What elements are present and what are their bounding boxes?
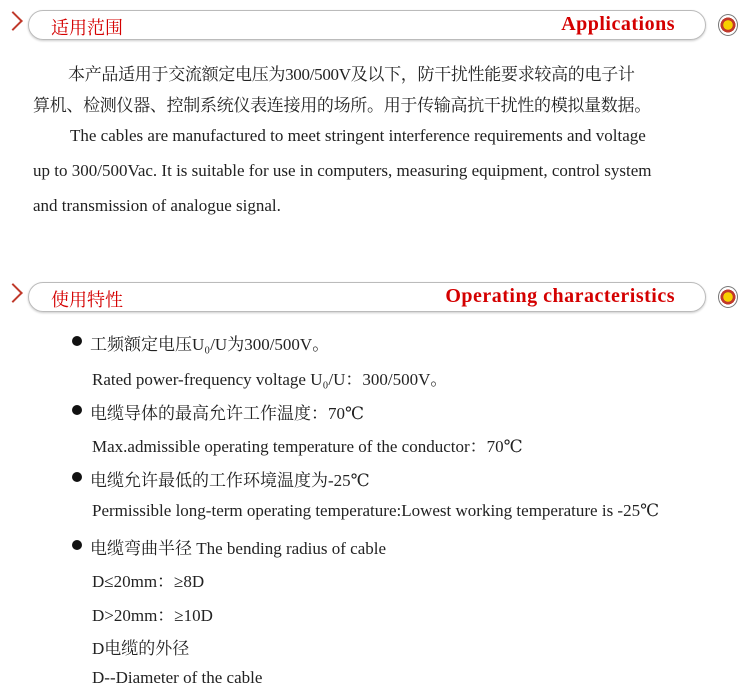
item-main: 电缆导体的最高允许工作温度：70℃ <box>90 404 365 423</box>
badge-icon <box>718 14 738 36</box>
chevron-right-icon <box>3 283 23 303</box>
section-title-cn: 适用范围 <box>51 18 123 39</box>
chevron-right-icon <box>3 11 23 31</box>
section-title-cn: 使用特性 <box>51 290 123 311</box>
section-title-en: Applications <box>561 13 675 35</box>
item-sub: Permissible long-term operating temperature:Lowest working temperature is -25℃ <box>92 501 660 520</box>
para-en-line: up to 300/500Vac. It is suitable for use in computers, measuring equipment, control system <box>33 161 652 180</box>
applications-header <box>0 6 750 46</box>
header-pill <box>28 282 706 312</box>
para-cn-line: 算机、检测仪器、控制系统仪表连接用的场所。用于传输高抗干扰性的模拟量数据。 <box>33 96 651 115</box>
bullet-icon <box>72 540 82 550</box>
item-sub: Rated power-frequency voltage U₀/U：300/500V。 <box>92 370 448 389</box>
item-main: 电缆弯曲半径 The bending radius of cable <box>90 539 387 558</box>
section-title-en: Operating characteristics <box>445 285 675 307</box>
bullet-icon <box>72 472 82 482</box>
item-sub: D--Diameter of the cable <box>92 668 263 687</box>
header-pill <box>28 10 706 40</box>
item-sub: D>20mm：≥10D <box>92 606 213 625</box>
bullet-icon <box>72 405 82 415</box>
item-main: 工频额定电压U₀/U为300/500V。 <box>90 335 330 354</box>
item-sub: Max.admissible operating temperature of the conductor：70℃ <box>92 437 523 456</box>
item-sub: D电缆的外径 <box>92 639 190 658</box>
item-sub: D≤20mm：≥8D <box>92 572 205 591</box>
para-cn-line: 本产品适用于交流额定电压为300/500V及以下，防干扰性能要求较高的电子计 <box>68 65 635 84</box>
badge-icon <box>718 286 738 308</box>
para-en-line: The cables are manufactured to meet stringent interference requirements and voltage <box>70 126 646 145</box>
para-en-line: and transmission of analogue signal. <box>33 196 281 215</box>
item-main: 电缆允许最低的工作环境温度为-25℃ <box>90 471 370 490</box>
operating-header <box>0 278 750 318</box>
bullet-icon <box>72 336 82 346</box>
